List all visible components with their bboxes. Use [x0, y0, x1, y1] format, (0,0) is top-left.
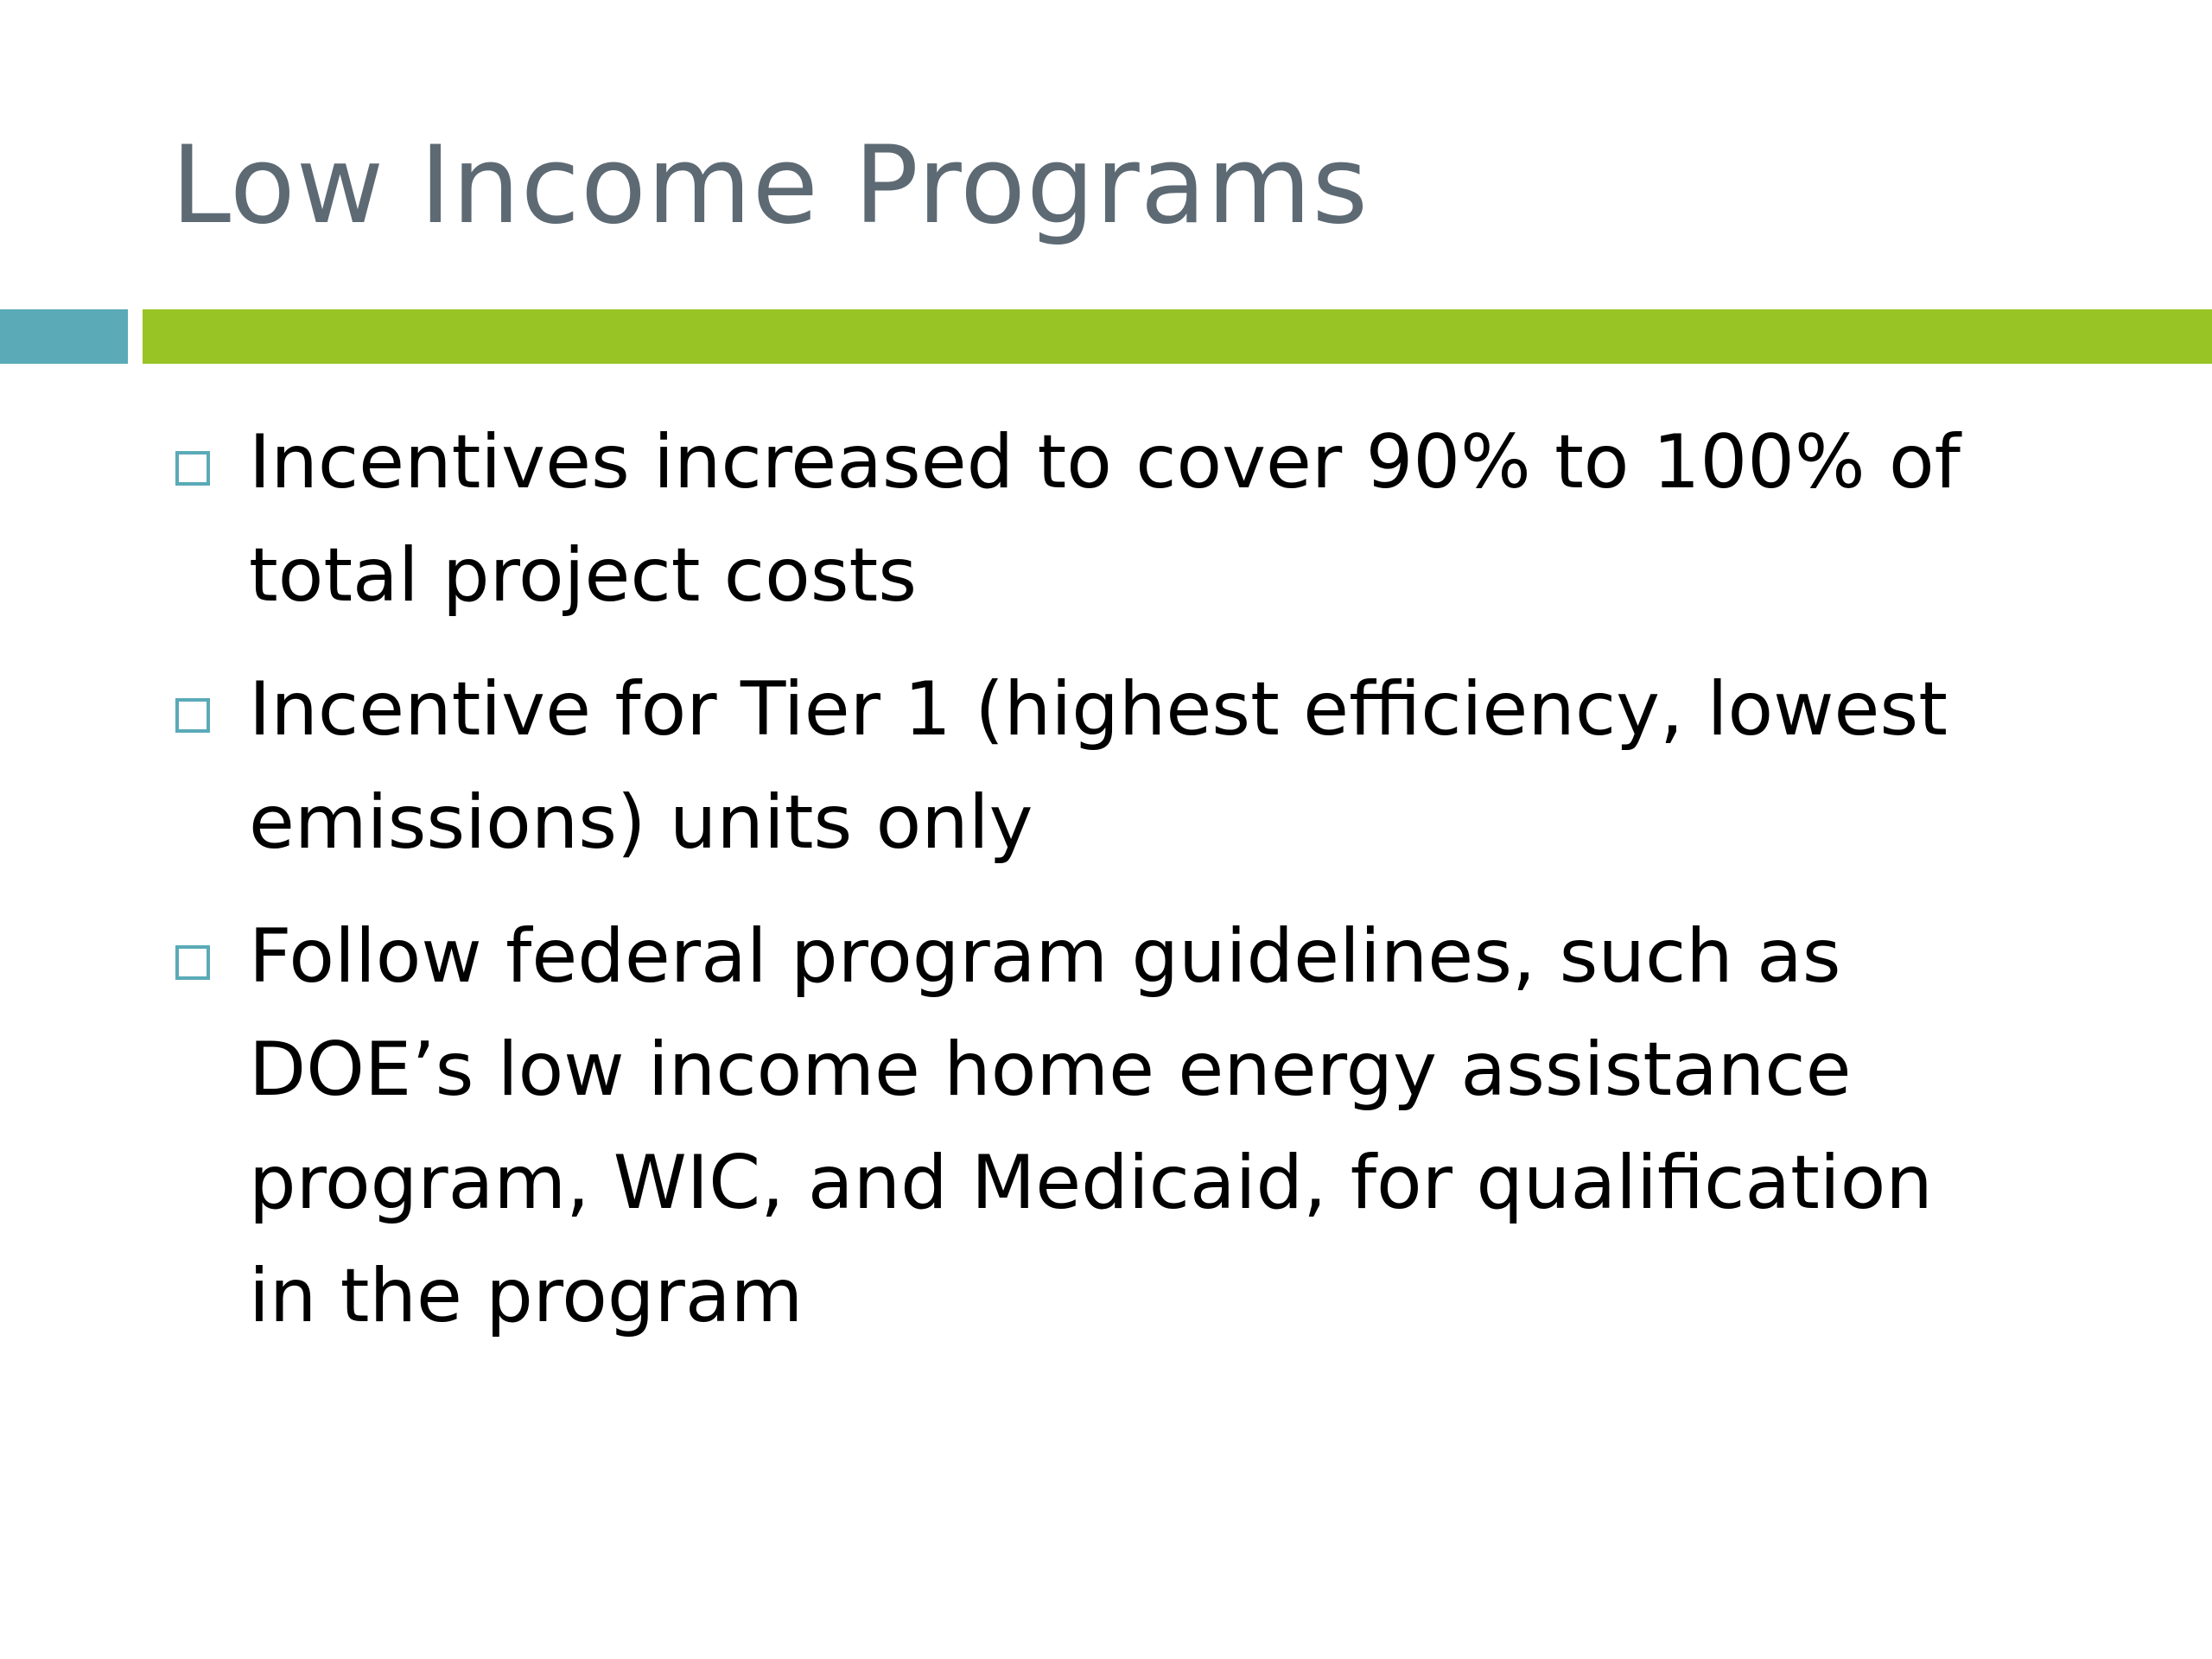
bullet-text: Incentive for Tier 1 (highest efficiency, lowest emissions) units only	[249, 666, 1948, 866]
bullet-text: Incentives increased to cover 90% to 100% of total project costs	[249, 419, 1961, 619]
bullet-text: Follow federal program guidelines, such as DOE’s low income home energy assistance program, WIC, and Medicaid, for qualification in the program	[249, 913, 1933, 1339]
hollow-square-icon	[175, 945, 210, 980]
accent-bar-green	[143, 309, 2212, 364]
slide-title: Low Income Programs	[171, 124, 1370, 248]
bullet-list	[173, 406, 2074, 1374]
hollow-square-icon	[175, 451, 210, 486]
accent-bar-teal	[0, 309, 128, 364]
bullet-item	[173, 406, 2074, 632]
bullet-item	[173, 900, 2074, 1353]
hollow-square-icon	[175, 698, 210, 733]
bullet-item	[173, 653, 2074, 880]
